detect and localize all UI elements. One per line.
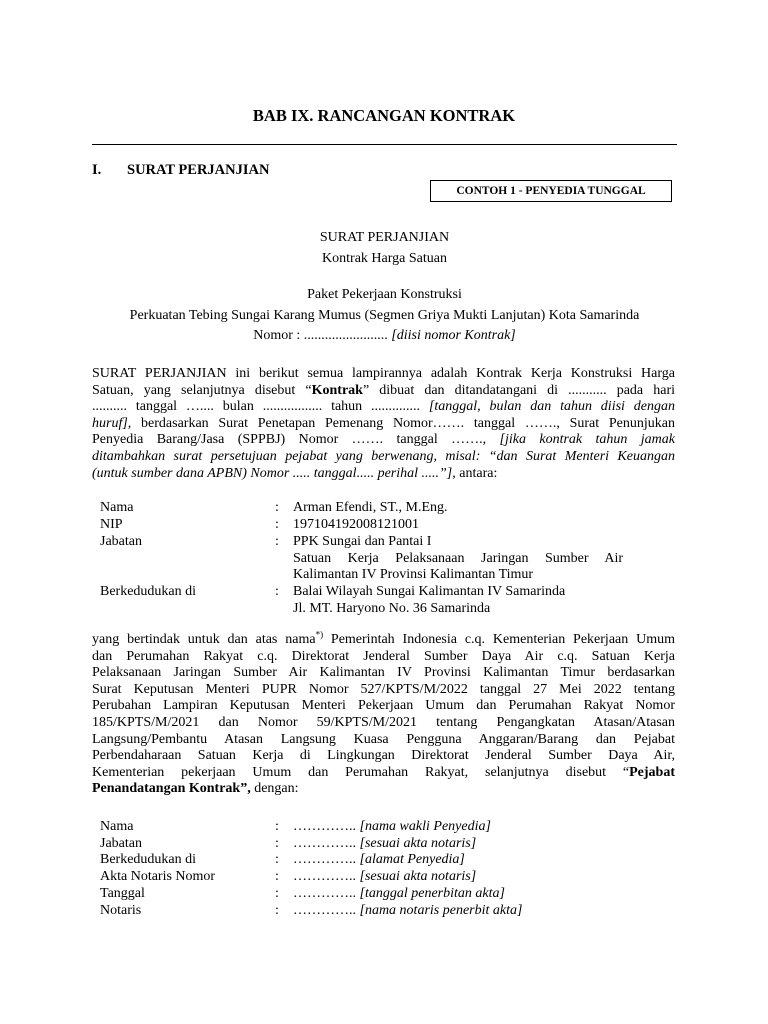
ppk-domicile-value: Balai Wilayah Sungai Kalimantan IV Samarinda Jl. MT. Haryono No. 36 Samarinda — [293, 584, 566, 616]
provider-name-value: ………….. [nama wakli Penyedia] — [293, 819, 491, 834]
colon: : — [275, 886, 279, 901]
section-title: SURAT PERJANJIAN — [127, 162, 270, 178]
colon: : — [275, 903, 279, 918]
paragraph-line: yang bertindak untuk dan atas nama*) Pemerintah Indonesia c.q. Kementerian Pekerjaan Umum — [92, 629, 675, 647]
paragraph-line: huruf], berdasarkan Surat Penetapan Pemenang Nomor……. tanggal ……., Surat Penunjukan — [92, 415, 675, 431]
ppk-position-value: PPK Sungai dan Pantai I Satuan Kerja Pelaksanaan Jaringan Sumber Air Kalimantan IV Provinsi Kalimantan Timur — [293, 534, 623, 583]
project-name: Perkuatan Tebing Sungai Karang Mumus (Segmen Griya Mukti Lanjutan) Kota Samarinda — [129, 308, 640, 323]
colon: : — [275, 534, 279, 549]
contract-type: Kontrak Harga Satuan — [322, 251, 447, 266]
paragraph-line: Penandatangan Kontrak”, dengan: — [92, 781, 299, 797]
paragraph-line: (untuk sumber dana APBN) Nomor ..... tanggal..... perihal .....”], antara: — [92, 465, 498, 481]
provider-deed-value: ………….. [sesuai akta notaris] — [293, 869, 477, 884]
colon: : — [275, 500, 279, 515]
agreement-title: SURAT PERJANJIAN — [319, 230, 450, 245]
chapter-title: BAB IX. RANCANGAN KONTRAK — [252, 106, 516, 125]
paragraph-line: Satuan, yang selanjutnya disebut “Kontrak” dibuat dan ditandatangani di ........... pada hari — [92, 382, 676, 398]
opening-paragraph — [92, 366, 675, 482]
paragraph-line: ditambahkan surat persetujuan pejabat yang berwenang, misal: “dan Surat Menteri Keuangan — [92, 448, 675, 464]
colon: : — [275, 852, 279, 867]
ppk-nip-value: 197104192008121001 — [293, 517, 419, 532]
paragraph-line: Kementerian pekerjaan Umum dan Perumahan Rakyat, selanjutnya disebut “Pejabat — [92, 764, 675, 780]
paragraph-line: Perbendaharaan Satuan Kerja di Lingkungan Direktorat Jenderal Sumber Daya Air, — [92, 748, 675, 764]
paragraph-line: Pelaksanaan Jaringan Sumber Air Kalimantan IV Provinsi Kalimantan Timur berdasarkan — [92, 665, 675, 681]
provider-deed-label: Akta Notaris Nomor — [100, 869, 216, 884]
provider-address-value: ………….. [alamat Penyedia] — [293, 852, 465, 867]
paragraph-line: Penyedia Barang/Jasa (SPPBJ) Nomor ……. tanggal ……., [jika kontrak tahun jamak — [92, 432, 676, 448]
paragraph-line: 185/KPTS/M/2021 dan Nomor 59/KPTS/M/2021 tentang Pengangkatan Atasan/Atasan — [92, 714, 675, 730]
provider-date-value: ………….. [tanggal penerbitan akta] — [293, 886, 505, 901]
provider-notary-label: Notaris — [100, 903, 142, 918]
section-number: I. — [92, 162, 102, 178]
colon: : — [275, 836, 279, 851]
provider-date-label: Tanggal — [100, 886, 145, 901]
provider-name-label: Nama — [100, 819, 134, 834]
colon: : — [275, 869, 279, 884]
provider-notary-value: ………….. [nama notaris penerbit akta] — [293, 903, 523, 918]
colon: : — [275, 819, 279, 834]
paragraph-line: .......... tanggal ….... bulan ................. tahun .............. [tanggal, bulan dan tahun diisi dengan — [92, 399, 675, 415]
colon: : — [275, 584, 279, 599]
representation-paragraph — [92, 629, 675, 798]
title-divider — [92, 144, 677, 145]
ppk-nip-label: NIP — [100, 517, 123, 532]
provider-position-label: Jabatan — [100, 836, 142, 851]
example-badge: CONTOH 1 - PENYEDIA TUNGGAL — [430, 180, 672, 202]
paragraph-line: Surat Keputusan Menteri PUPR Nomor 527/KPTS/M/2022 tanggal 27 Mei 2022 tentang — [92, 681, 675, 697]
paragraph-line: Perubahan Lampiran Keputusan Menteri Pekerjaan Umum dan Perumahan Rakyat Nomor — [92, 698, 675, 714]
provider-position-value: ………….. [sesuai akta notaris] — [293, 836, 477, 851]
ppk-name-label: Nama — [100, 500, 134, 515]
paragraph-line: SURAT PERJANJIAN ini berikut semua lampirannya adalah Kontrak Kerja Konstruksi Harga — [92, 366, 675, 381]
package-type: Paket Pekerjaan Konstruksi — [307, 287, 462, 302]
ppk-domicile-label: Berkedudukan di — [100, 584, 197, 599]
ppk-name-value: Arman Efendi, ST., M.Eng. — [293, 500, 448, 515]
paragraph-line: dan Perumahan Rakyat c.q. Direktorat Jenderal Sumber Daya Air c.q. Satuan Kerja — [92, 648, 675, 664]
paragraph-line: Langsung/Pembantu Atasan Langsung Kuasa Pengguna Anggaran/Barang dan Pejabat — [92, 731, 675, 747]
ppk-position-label: Jabatan — [100, 534, 142, 549]
contract-number-line — [92, 328, 677, 345]
colon: : — [275, 517, 279, 532]
provider-address-label: Berkedudukan di — [100, 852, 197, 867]
contract-number-label: Nomor : ........................ — [253, 328, 392, 343]
contract-number-hint: [diisi nomor Kontrak] — [391, 328, 516, 343]
